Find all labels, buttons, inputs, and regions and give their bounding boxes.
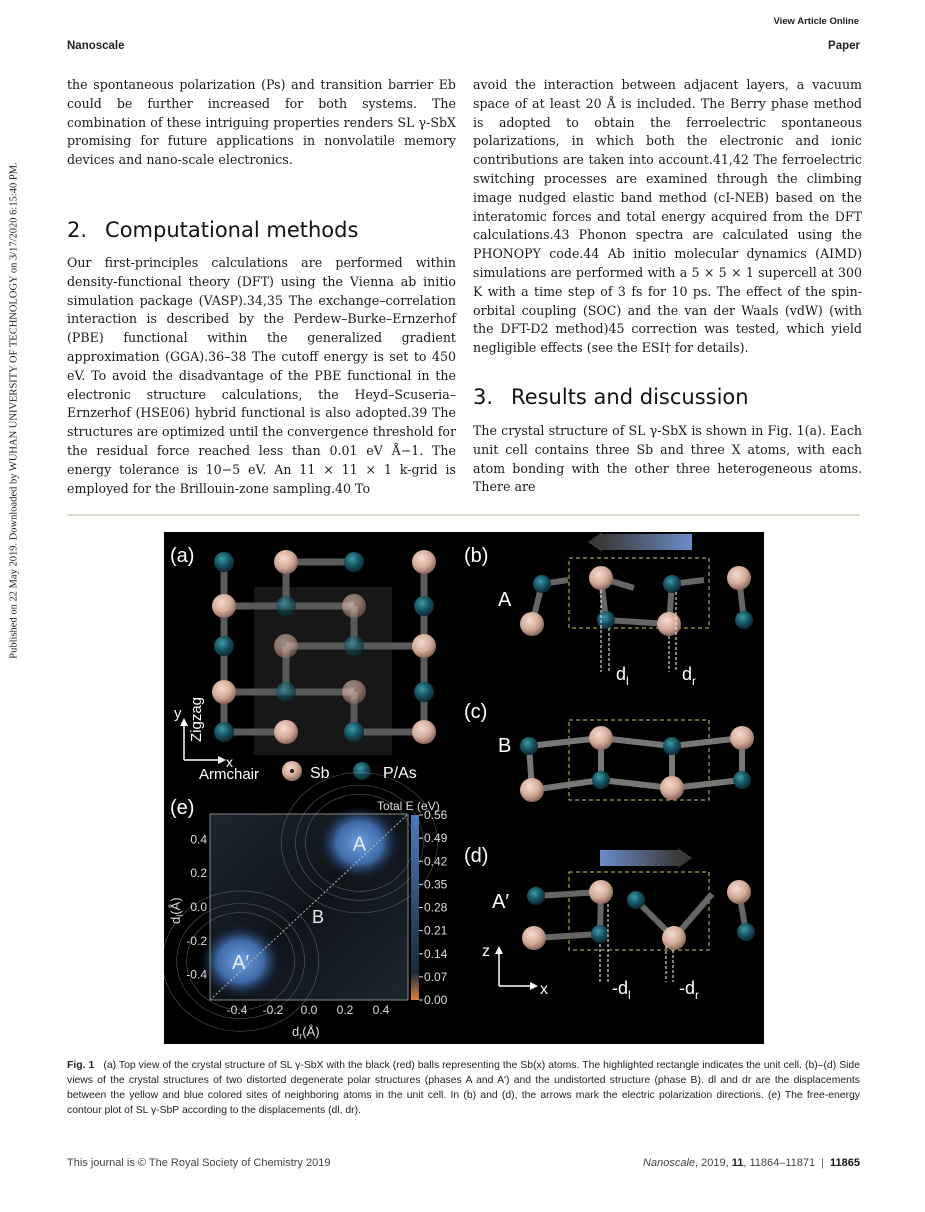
- y-tick-label: 0.0: [190, 900, 207, 914]
- left-intro-paragraph: the spontaneous polarization (Ps) and transition barrier Eb could be further increased for both systems. The combination of these intriguing properties renders SL γ-SbX promising for future applications in nonvolatile memory devices and nano-scale electronics.: [67, 77, 456, 168]
- section-2-heading: 2. Computational methods: [67, 218, 359, 242]
- paper-type: Paper: [828, 40, 860, 52]
- panel-b-label: (b): [464, 545, 489, 567]
- contour-ylabel: $d_l(Å)$: [168, 897, 185, 924]
- journal-name: Nanoscale: [67, 40, 125, 52]
- right-paragraph: avoid the interaction between adjacent layers, a vacuum space of at least 20 Å is included. The Berry phase method is adopted to obtain the ferroelectric spontaneous polarizations, in which both the electronic and ionic contributions are taken into account.41,42 The ferroelectric switching processes are examined through the climbing image nudged elastic band method (cI-NEB) based on the interatomic forces and total energy acquired from the DFT calculations.43 Phonon spectra are calculated using the PHONOPY code.44 Ab initio molecular dynamics (AIMD) simulations are performed with a 5 × 5 × 1 supercell at 300 K with a time step of 3 fs for 10 ps. The effect of the spin-orbital coupling (SOC) and the van der Waals (vdW) (with the DFT-D2 method)45 correction was tested, which yield negligible effects (see the ESI† for details).: [473, 77, 862, 356]
- colorbar-tick-label: 0.21: [424, 923, 448, 938]
- colorbar-title: Total E (eV): [377, 799, 440, 813]
- footer-citation: Nanoscale, 2019, 11, 11864–11871 | 11865: [643, 1157, 860, 1169]
- panel-c-label: (c): [464, 701, 488, 723]
- y-tick-label: -0.2: [186, 933, 207, 948]
- arrow-left-icon: [588, 532, 602, 552]
- x-arrow-head-icon: [218, 756, 226, 764]
- colorbar-tick-label: 0.07: [424, 969, 448, 984]
- neg-dl-label: $-d_l$: [612, 978, 631, 1002]
- colorbar-tick-label: 0.49: [424, 831, 448, 846]
- polarization-arrow-left: [602, 534, 692, 550]
- figure-1: [164, 532, 764, 1044]
- x-tick-label: 0.0: [300, 1003, 318, 1017]
- panel-a-label: (a): [170, 545, 195, 567]
- neg-dr-label: $-d_r$: [679, 978, 700, 1002]
- colorbar-tick-label: 0.00: [424, 993, 448, 1007]
- minimum-label: A: [352, 833, 367, 856]
- colorbar-ticks: [419, 808, 448, 1007]
- dl-label-b: $d_l$: [616, 664, 629, 688]
- contour-xlabel: $d_r(Å)$: [292, 1024, 320, 1041]
- colorbar-tick-label: 0.56: [424, 808, 448, 822]
- colorbar: [411, 815, 419, 1000]
- panel-c-phase-B: [464, 701, 754, 802]
- caption-lead: Fig. 1: [67, 1060, 95, 1071]
- colorbar-tick-label: 0.28: [424, 900, 448, 915]
- section-3-heading: 3. Results and discussion: [473, 385, 749, 409]
- figure-caption: [67, 1058, 860, 1118]
- legend-sb-label: Sb: [310, 765, 330, 782]
- axis-x-label-d: x: [540, 981, 548, 998]
- x-tick-label: -0.4: [226, 1003, 248, 1017]
- z-arrow-head-icon: [495, 946, 503, 954]
- colorbar-tick-label: 0.42: [424, 854, 448, 869]
- section-2-paragraph: Our first-principles calculations are performed within density-functional theory (DFT) using the Vienna ab initio simulation package (VASP).34,35 The exchange–correlation interaction is described by the Perdew–Burke–Ernzerhof (PBE) functional within the generalized gradient approximation (GGA).36–38 The cutoff energy is set to 450 eV. To avoid the disadvantage of the PBE functional in the electronic structure calculations, the Heyd–Scuseria–Ernzerhof (HSE06) hybrid functional is also adopted.39 The structures are optimized until the convergence threshold for the residual force reached less than 0.01 eV Å−1. The energy tolerance is 10−5 eV. An 11 × 11 × 1 k-grid is employed for the Brillouin-zone sampling.40 To: [67, 255, 456, 496]
- unit-cell-box-d: [569, 872, 709, 950]
- axis-x-label: x: [226, 754, 233, 770]
- panel-b-phase-A: [464, 532, 753, 688]
- caption-text: (a) Top view of the crystal structure of SL γ-SbX with the black (red) balls representing the Sb(x) atoms. The highlighted rectangle indicates the unit cell. (b)–(d) Side views of the crystal structures of two distorted degenerate polar structures (phases A and A′) and the undistorted structure (phase B). dl and dr are the displacements between the yellow and blue colored sites of neighboring atoms in the unit cell. In (b) and (d), the arrows mark the electric polarization directions. (e) The free-energy contour plot of SL γ-SbP according to the displacements (dl, dr).: [67, 1060, 860, 1116]
- saddle-label: B: [312, 907, 325, 927]
- colorbar-tick-label: 0.35: [424, 877, 448, 892]
- zigzag-label: Zigzag: [188, 696, 205, 742]
- phase-B-label: B: [498, 735, 512, 757]
- arrow-right-icon: [678, 848, 692, 868]
- phase-A-label: A: [498, 589, 512, 611]
- legend-pas-ball: [353, 762, 371, 780]
- view-article-online-link[interactable]: View Article Online: [773, 16, 859, 27]
- x-arrow-head-d-icon: [530, 982, 538, 990]
- minimum-label: A′: [232, 952, 250, 975]
- panel-e-label: (e): [170, 797, 195, 819]
- section-divider: [67, 514, 860, 516]
- page-number: 11865: [830, 1157, 860, 1169]
- unit-cell-box-b: [569, 558, 709, 628]
- phase-A-prime-label: A′: [492, 891, 510, 913]
- dr-label-b: $d_r$: [682, 664, 697, 688]
- axis-z-label: z: [482, 943, 490, 960]
- panel-d-phase-A-prime: [464, 845, 755, 1002]
- panel-d-label: (d): [464, 845, 489, 867]
- y-tick-label: 0.4: [190, 832, 207, 847]
- download-note: Published on 22 May 2019. Downloaded by WUHAN UNIVERSITY OF TECHNOLOGY on 3/17/2020 6:15:40 PM.: [8, 162, 20, 659]
- x-tick-label: -0.2: [262, 1003, 284, 1017]
- armchair-label: Armchair: [199, 766, 260, 783]
- y-tick-label: -0.4: [186, 967, 207, 982]
- legend-pas-label: P/As: [383, 765, 417, 782]
- y-tick-label: 0.2: [190, 866, 207, 881]
- x-tick-label: 0.4: [372, 1003, 390, 1017]
- colorbar-tick-label: 0.14: [424, 946, 448, 961]
- polarization-arrow-right: [600, 850, 678, 866]
- axis-y-label: y: [174, 705, 182, 722]
- footer-copyright: This journal is © The Royal Society of Chemistry 2019: [67, 1157, 331, 1169]
- section-3-paragraph: The crystal structure of SL γ-SbX is shown in Fig. 1(a). Each unit cell contains three Sb and three X atoms, with each atom bonding with the other three heterogeneous atoms. There are: [473, 423, 862, 495]
- contour-x-ticks: [227, 1003, 390, 1017]
- panel-a-top-view: [170, 545, 436, 783]
- x-tick-label: 0.2: [336, 1003, 354, 1017]
- panel-e-contour: [164, 773, 448, 1041]
